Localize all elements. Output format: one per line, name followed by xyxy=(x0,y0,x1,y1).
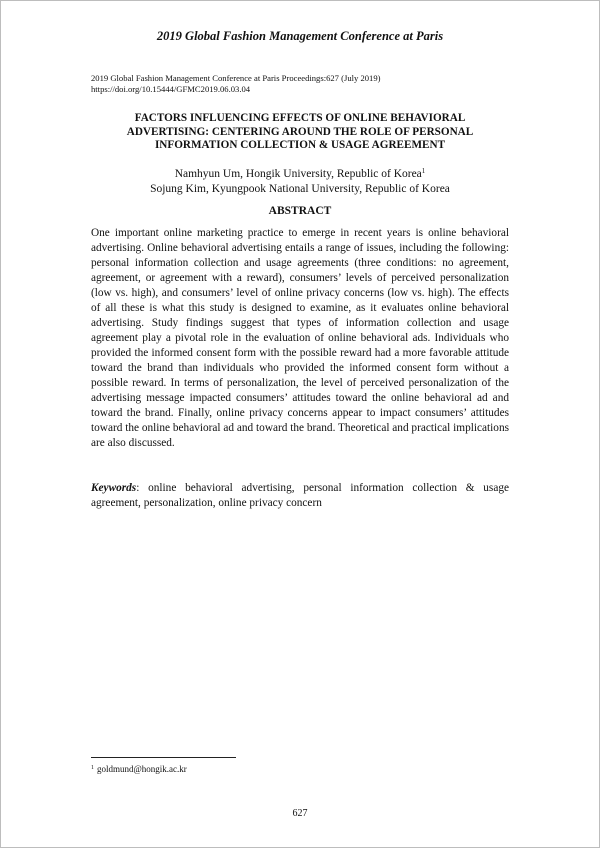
page-number: 627 xyxy=(292,808,308,819)
abstract-body: One important online marketing practice to emerge in recent years is online behavioral advertising. Online behavioral advertising entails a range of issues, including the following: personal information collection and usage agreements (three conditions: no agreement, agreement, or agreement with a reward), consumers’ levels of perceived personalization (low vs. high), and consumers’ level of online privacy concerns (low vs. high). The effects of all these is what this study is designed to examine, as it evaluates online behavioral advertising. Study findings suggest that types of information collection and usage agreement play a pivotal role in the evaluation of online behavioral ads. Individuals who provided the informed consent form with the possible reward had a more favorable attitude toward the brand than individuals who provided the informed consent form without a possible reward. In terms of personalization, the level of perceived personalization of the advertising message impacted consumers’ attitudes toward the online behavioral ad and toward the brand. Finally, online privacy concerns appear to impact consumers’ attitudes toward the online behavioral ad and toward the brand. Theoretical and practical implications are also discussed. xyxy=(91,227,509,449)
footnote xyxy=(91,764,187,774)
footnote-divider xyxy=(91,757,236,758)
paper-title xyxy=(60,112,540,153)
footnote-email[interactable]: goldmund@hongik.ac.kr xyxy=(97,764,187,774)
keywords-text: online behavioral advertising, personal information collection & usage agreement, personalization, online privacy concern xyxy=(91,482,510,509)
doi-link[interactable]: https://doi.org/10.15444/GFMC2019.06.03.04 xyxy=(91,84,251,94)
title-line: INFORMATION COLLECTION & USAGE AGREEMENT xyxy=(154,139,446,152)
author-affiliation: Sojung Kim, Kyungpook National University, Republic of Korea xyxy=(150,183,450,195)
author-line xyxy=(40,182,560,197)
running-header: 2019 Global Fashion Management Conference at Paris xyxy=(156,29,444,43)
footnote-mark: 1 xyxy=(91,765,94,771)
abstract-heading: ABSTRACT xyxy=(268,205,332,217)
proceedings-info xyxy=(91,73,381,95)
title-line: ADVERTISING: CENTERING AROUND THE ROLE OF PERSONAL xyxy=(126,125,474,138)
title-line: FACTORS INFLUENCING EFFECTS OF ONLINE BEHAVIORAL xyxy=(134,112,466,124)
keywords-paragraph xyxy=(91,481,509,511)
keywords-separator: : xyxy=(136,482,149,494)
proceedings-citation: 2019 Global Fashion Management Conference at Paris Proceedings:627 (July 2019) xyxy=(91,73,381,83)
author-list xyxy=(40,167,560,197)
author-line xyxy=(40,167,560,182)
footnote-marker: 1 xyxy=(421,167,426,175)
author-affiliation: Namhyun Um, Hongik University, Republic of Korea xyxy=(174,168,422,180)
keywords-label: Keywords xyxy=(91,482,137,494)
